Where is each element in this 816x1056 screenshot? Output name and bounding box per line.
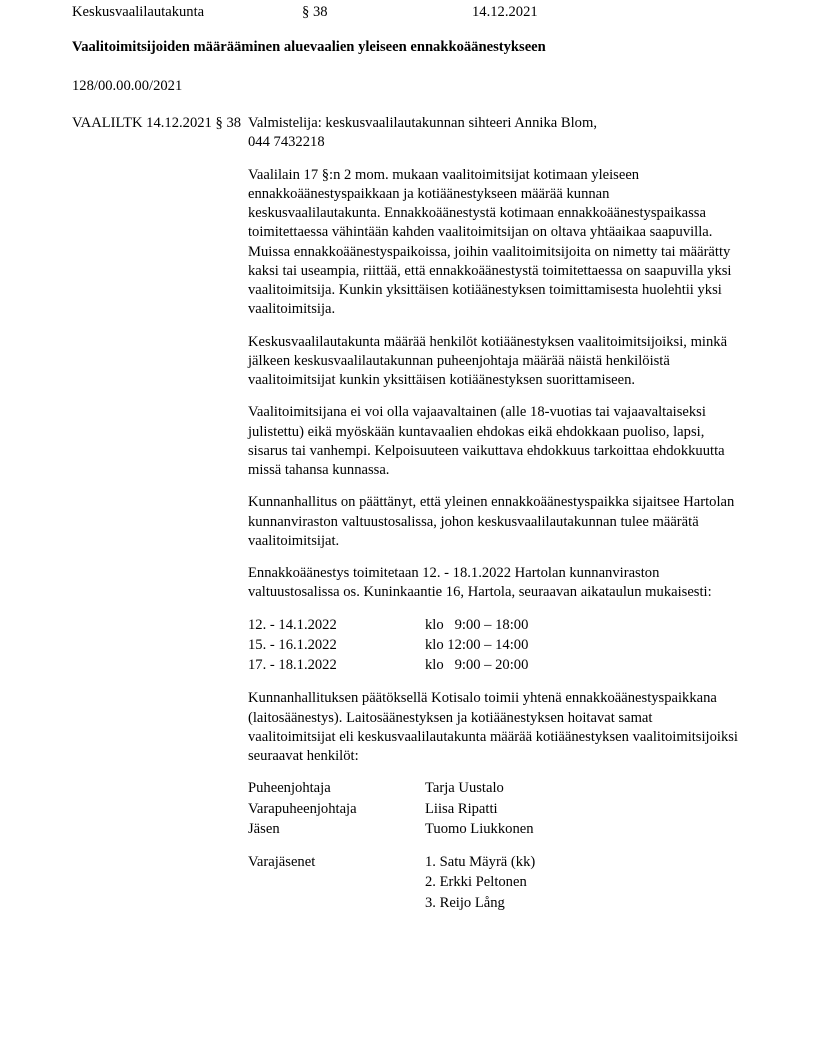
body-block [72, 114, 761, 914]
page-title: Vaalitoimitsijoiden määrääminen aluevaalien yleiseen ennakkoäänestykseen [72, 39, 546, 55]
official-role: Varapuheenjohtaja [248, 800, 357, 817]
preparer-line-1: Valmistelija: keskusvaalilautakunnan sihteeri Annika Blom, [248, 115, 597, 131]
document-header [72, 4, 756, 22]
official-name: Liisa Ripatti [425, 800, 498, 817]
paragraph-6: Kunnanhallituksen päätöksellä Kotisalo toimii yhtenä ennakkoäänestyspaikkana (laitosäänestys). Laitosäänestyksen ja kotiäänestyksen hoitavat samat vaalitoimitsijat eli keskusvaalilautakunta määrää kotiäänestyksen vaalitoimitsijoiksi seuraavat henkilöt: [248, 690, 738, 764]
table-row [248, 853, 535, 873]
official-name: Tuomo Liukkonen [425, 820, 534, 837]
schedule-dates: 15. - 16.1.2022 [248, 636, 337, 653]
deputies-label: Varajäsenet [248, 854, 316, 870]
official-name: Tarja Uustalo [425, 780, 504, 797]
table-row [248, 656, 625, 676]
preparer-line-2: 044 7432218 [248, 134, 325, 151]
table-row [248, 820, 534, 840]
deputies-spacer [248, 894, 425, 914]
header-section-number: § 38 [302, 4, 328, 20]
official-role: Puheenjohtaja [248, 780, 331, 797]
reference-label: VAALILTK 14.12.2021 § 38 [72, 115, 242, 131]
table-row [248, 779, 534, 799]
schedule-dates: 12. - 14.1.2022 [248, 616, 337, 633]
schedule-time: klo 9:00 – 20:00 [425, 657, 529, 673]
header-organ: Keskusvaalilautakunta [72, 4, 205, 20]
deputy-name: 1. Satu Mäyrä (kk) [425, 854, 536, 870]
header-date: 14.12.2021 [472, 4, 538, 20]
deputies-table [248, 853, 535, 914]
table-row [248, 873, 535, 893]
deputy-name: 2. Erkki Peltonen [425, 874, 527, 891]
voting-schedule-table [248, 616, 625, 677]
official-role: Jäsen [248, 820, 280, 837]
paragraph-2: Keskusvaalilautakunta määrää henkilöt kotiäänestyksen vaalitoimitsijoiksi, minkä jälkeen keskusvaalilautakunnan puheenjohtaja määrää näistä henkilöistä vaalitoimitsijat kunkin yksittäisen kotiäänestyksen suorittamiseen. [248, 333, 728, 388]
deputies-spacer [248, 873, 425, 893]
body-row [72, 114, 761, 914]
table-row [248, 636, 625, 656]
deputy-name: 3. Reijo Lång [425, 894, 505, 911]
officials-table [248, 779, 534, 840]
table-row [248, 894, 535, 914]
paragraph-5: Ennakkoäänestys toimitetaan 12. - 18.1.2022 Hartolan kunnanviraston valtuustosalissa os. Kuninkaantie 16, Hartola, seuraavan aikataulun mukaisesti: [248, 565, 712, 601]
paragraph-1: Vaalilain 17 §:n 2 mom. mukaan vaalitoimitsijat kotimaan yleiseen ennakkoäänestyspaikkaan ja kotiäänestykseen määrää kunnan keskusvaalilautakunta. Ennakkoäänestystä kotimaan ennakkoäänestyspaikassa toimitettaessa vähintään kahden vaalitoimitsijan on oltava yhtäaikaa saapuvilla. Muissa ennakkoäänestyspaikoissa, joihin vaalitoimitsijoita on nimetty tai määrätty kaksi tai useampia, riittää, että ennakkoäänestystä toimitettaessa on saapuvilla yksi vaalitoimitsija. Kunkin yksittäisen kotiäänestyksen toimittamisesta huolehtii yksi vaalitoimitsija. [248, 166, 732, 318]
schedule-time: klo 12:00 – 14:00 [425, 636, 529, 653]
table-row [248, 616, 625, 636]
paragraph-3: Vaalitoimitsijana ei voi olla vajaavaltainen (alle 18-vuotias tai vajaavaltaiseksi julistettu) eikä myöskään kuntavaalien ehdokas eikä ehdokkaan puoliso, lapsi, sisarus tai vanhempi. Kelpoisuuteen vaikuttava ehdokkuus tarkoittaa ehdokkuutta missä tahansa kunnassa. [248, 404, 725, 478]
body-text-column [248, 114, 738, 914]
diary-number: 128/00.00.00/2021 [72, 78, 183, 94]
table-row [248, 800, 534, 820]
schedule-dates: 17. - 18.1.2022 [248, 657, 337, 673]
schedule-time: klo 9:00 – 18:00 [425, 616, 529, 633]
paragraph-4: Kunnanhallitus on päättänyt, että yleinen ennakkoäänestyspaikka sijaitsee Hartolan kunnanviraston valtuustosalissa, johon keskusvaalilautakunnan tulee määrätä vaalitoimitsijat. [248, 494, 735, 549]
